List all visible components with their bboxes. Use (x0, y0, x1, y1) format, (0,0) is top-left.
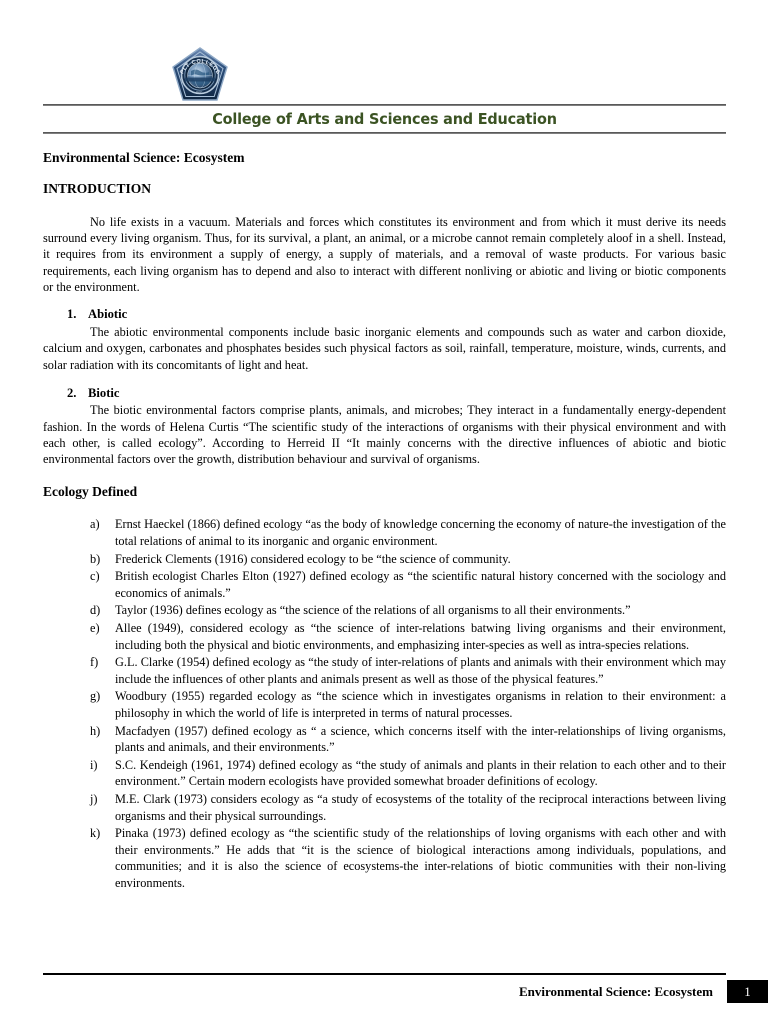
page-footer (43, 973, 768, 1003)
definition-text: G.L. Clarke (1954) defined ecology as “the study of inter-relations of plants and animals with their environment which may include the influences of other plants and animals present as well as those of the physical features.” (115, 655, 726, 686)
definition-text: M.E. Clark (1973) considers ecology as “a study of ecosystems of the totality of the reciprocal interactions between living organisms and their physical surroundings. (115, 791, 726, 823)
component-title: Abiotic (88, 307, 128, 322)
list-marker: j) (90, 791, 98, 806)
list-marker: g) (90, 689, 101, 704)
definition-text: Macfadyen (1957) defined ecology as “ a science, which concerns itself with the inter-relationships of living organisms, plants and animals, and their environments.” (115, 723, 726, 755)
list-item (43, 688, 726, 721)
list-marker: f) (90, 655, 99, 670)
list-item (43, 551, 726, 568)
list-marker: i) (90, 757, 98, 772)
definition-text: S.C. Kendeigh (1961, 1974) defined ecology as “the study of animals and plants in their relation to each other and to their environment.” Certain modern ecologists have provided somewhat broader definitions of ecology. (115, 757, 726, 789)
list-item (43, 825, 726, 891)
definition-text: Woodbury (1955) regarded ecology as “the science which in investigates organisms in relation to their environment: a philosophy in which the world of life is interpreted in terms of natural processes. (115, 689, 726, 720)
list-item (43, 385, 726, 468)
ecology-defined-heading: Ecology Defined (43, 483, 138, 499)
list-item (43, 306, 726, 372)
list-marker: e) (90, 621, 100, 636)
list-marker: a) (90, 517, 100, 532)
list-item (43, 602, 726, 619)
list-item (43, 791, 726, 824)
list-item (43, 620, 726, 653)
definition-text: Taylor (1936) defines ecology as “the science of the relations of all organisms to all their environments.” (115, 603, 631, 618)
definition-text: British ecologist Charles Elton (1927) defined ecology as “the scientific natural history concerned with the sociology and economics of animals.” (115, 569, 726, 600)
component-body: The biotic environmental factors comprise plants, animals, and microbes; They interact in a fundamentally energy-dependent fashion. In the words of Helena Curtis “The scientific study of the interactions of organisms with their physical environment and with each other, is called ecology”. According to Herreid II “It mainly concerns with the directive influences of abiotic and biotic environmental factors over the growth, distribution behaviour and survival of organisms. (43, 403, 726, 467)
svg-text:PLT COLLEGE: PLT COLLEGE (179, 58, 222, 76)
subject-line: Environmental Science: Ecosystem (43, 150, 245, 165)
list-item (43, 757, 726, 790)
footer-rule (43, 973, 726, 975)
page-number-badge: 1 (727, 980, 768, 1003)
list-item (43, 568, 726, 601)
svg-text:INC.: INC. (196, 90, 204, 95)
page-title: College of Arts and Sciences and Education (212, 110, 557, 128)
ecology-definitions-list (43, 516, 726, 891)
introduction-paragraph: No life exists in a vacuum. Materials and forces which constitutes its environment and from which it must derive its needs surround every living organism. Thus, for its survival, a plant, an animal, or a microbe cannot remain completely aloof in a shell. Instead, it requires from its environment a supply of energy, a supply of materials, and a removal of waste products. For various basic requirements, each living organism has to depend and also to interact with different nonliving or abiotic and living or biotic components or the environment. (43, 214, 726, 295)
definition-text: Pinaka (1973) defined ecology as “the scientific study of the relationships of loving organisms with each other and with their environments.” He adds that “it is the science of biological interactions among individuals, populations, and communities; and it is also the science of ecosystems-the inter-relations of biotic communities with their non-living environments. (115, 826, 726, 890)
header-rule-group (43, 104, 726, 134)
list-marker: 2. (67, 385, 77, 400)
list-marker: k) (90, 826, 101, 841)
definition-text: Allee (1949), considered ecology as “the science of inter-relations batwing living organisms and their environment, including both the physical and biotic environments, and emphasizing inter-species as well as intra-species relations. (115, 621, 726, 652)
component-body: The abiotic environmental components include basic inorganic elements and compounds such as water and carbon dioxide, calcium and oxygen, carbonates and phosphates besides such physical factors as soil, rainfall, temperature, moisture, winds, currents, and solar radiation with its concomitants of light and heat. (43, 324, 726, 372)
list-marker: b) (90, 551, 101, 566)
header-rule-bottom (43, 132, 726, 134)
components-list (43, 306, 726, 467)
list-marker: h) (90, 723, 101, 738)
list-item (43, 516, 726, 549)
list-marker: 1. (67, 307, 77, 322)
introduction-heading: INTRODUCTION (43, 180, 152, 196)
list-marker: c) (90, 569, 100, 584)
definition-text: Frederick Clements (1916) considered ecology to be “the science of community. (115, 551, 511, 566)
footer-title: Environmental Science: Ecosystem (518, 984, 713, 999)
footer-row (43, 980, 768, 1003)
list-marker: d) (90, 603, 101, 618)
plt-college-seal-icon (170, 46, 230, 106)
list-item (43, 654, 726, 687)
list-item (43, 723, 726, 756)
component-title: Biotic (88, 385, 120, 400)
definition-text: Ernst Haeckel (1866) defined ecology “as the body of knowledge concerning the economy of nature-the investigation of the total relations of animal to its inorganic and organic environment. (115, 517, 726, 549)
document-content (43, 150, 726, 893)
